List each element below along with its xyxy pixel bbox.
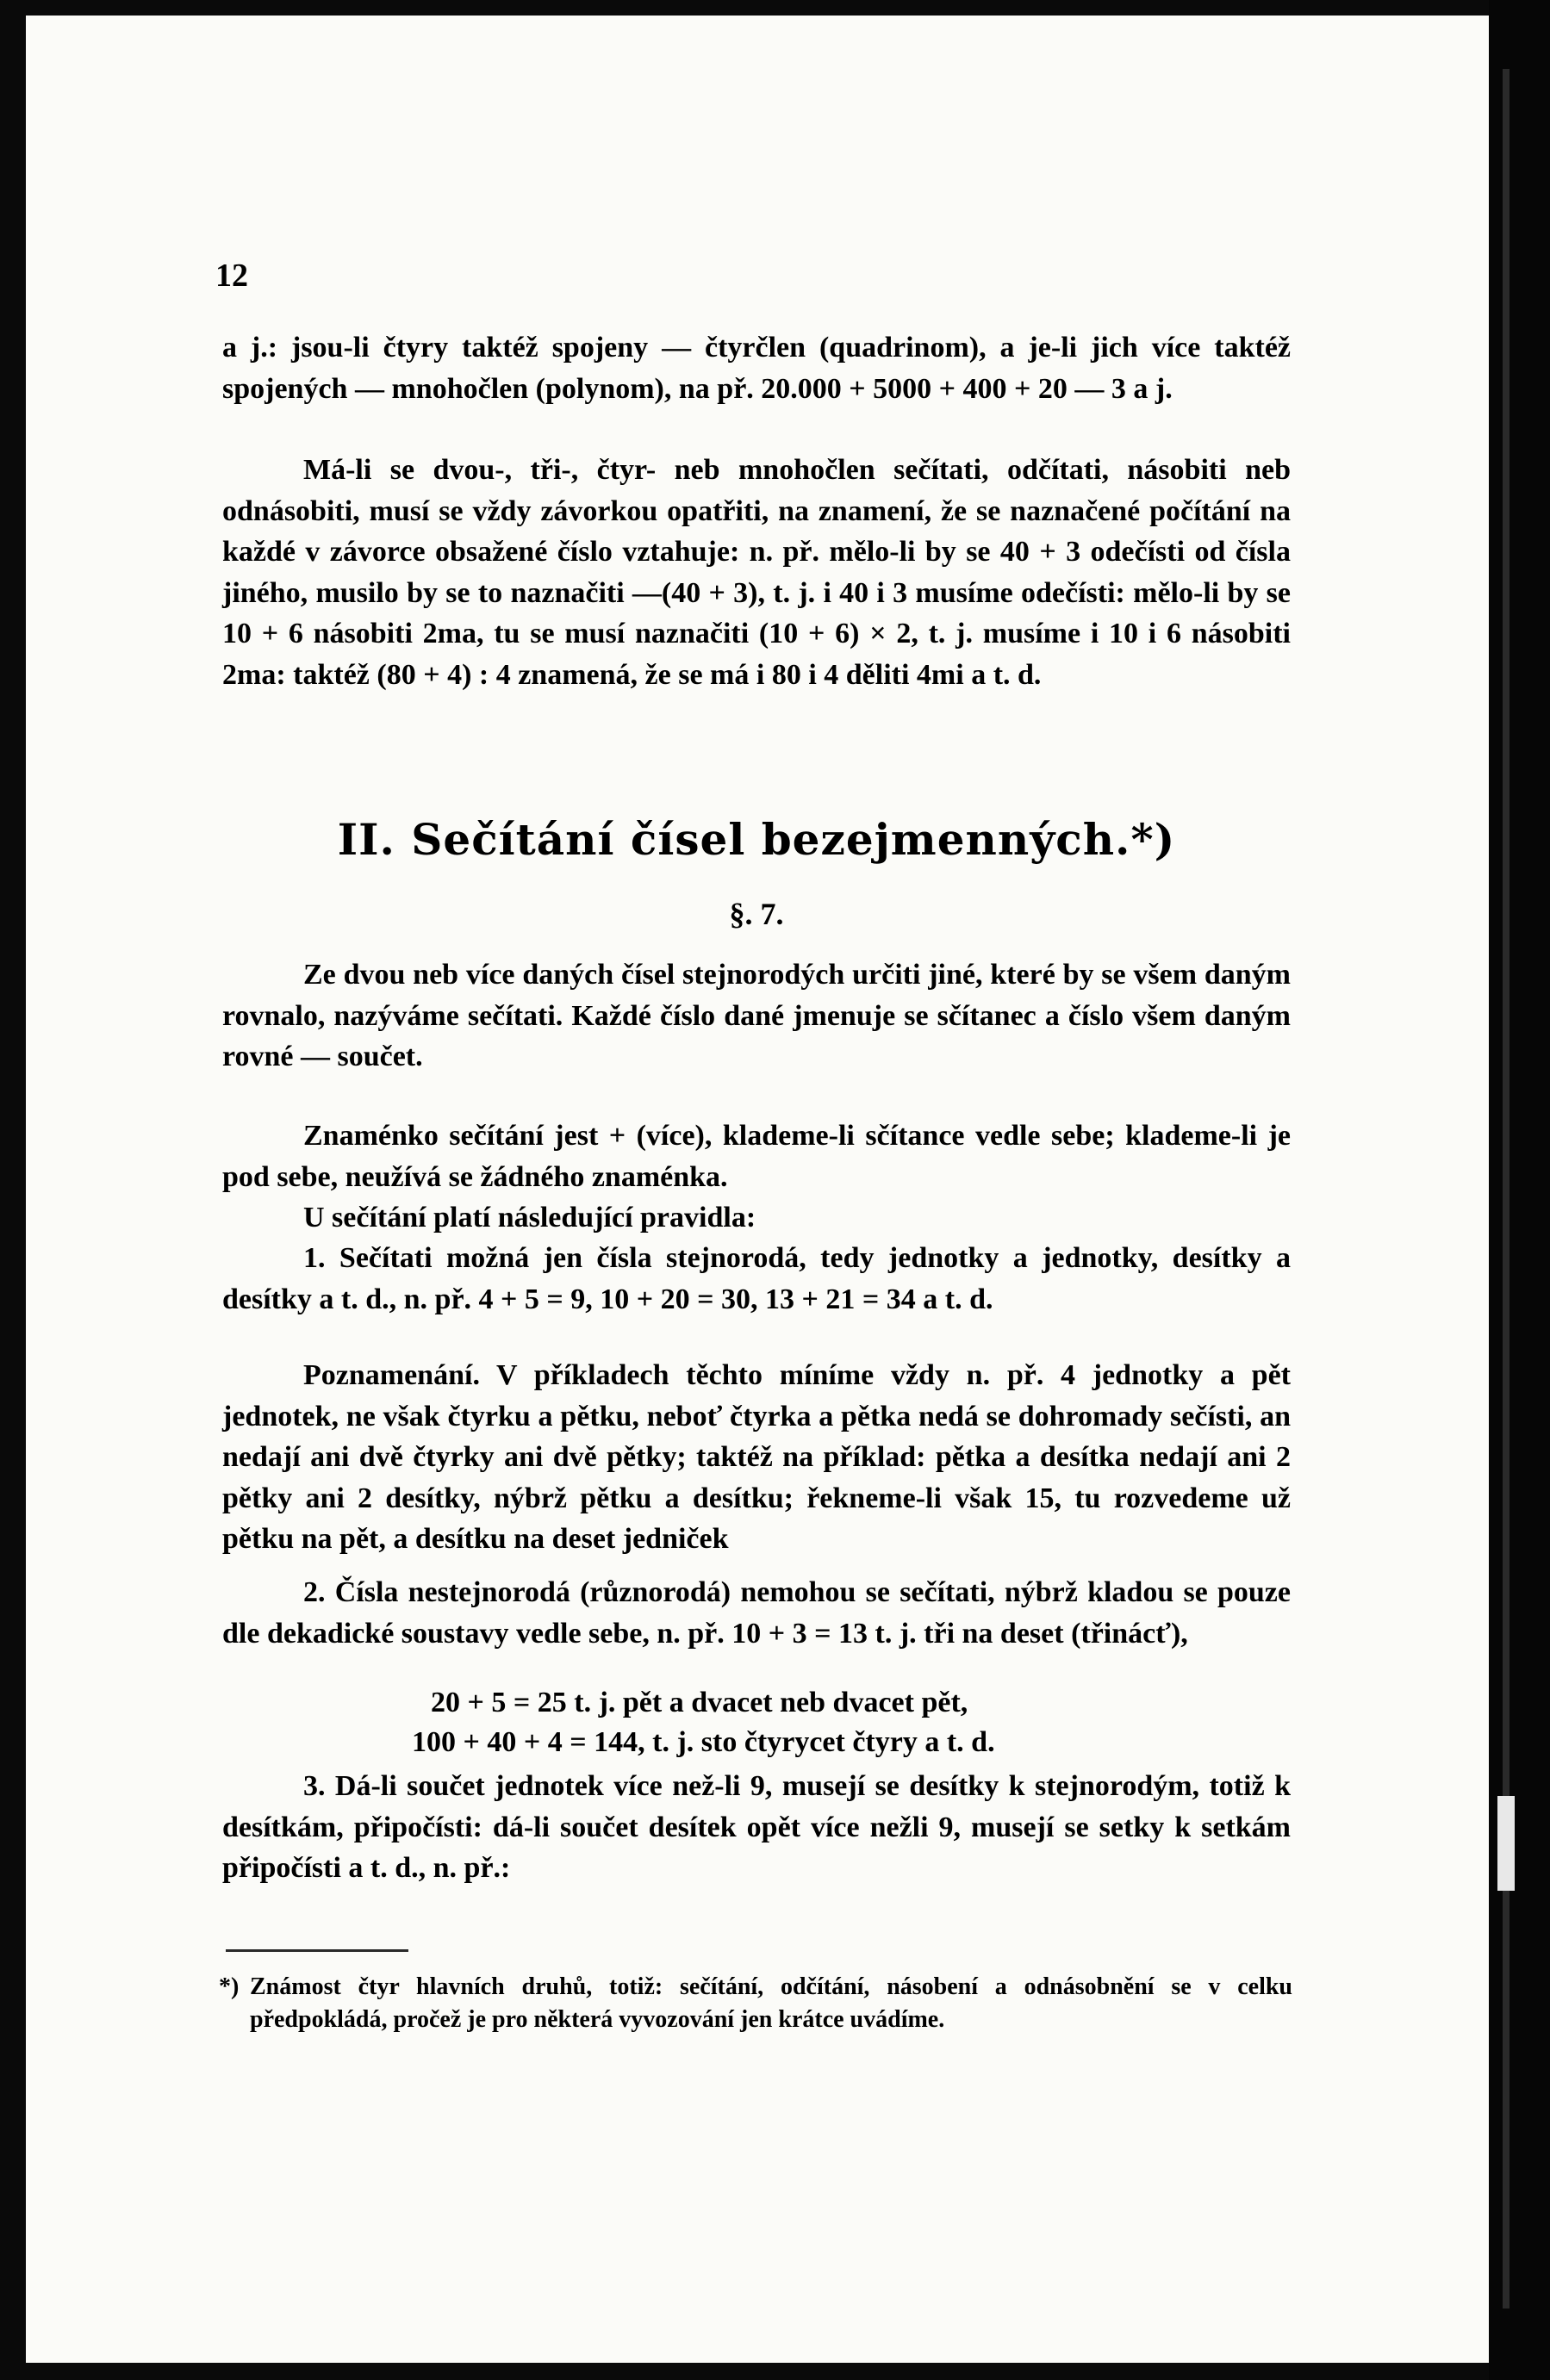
section-mark: §. 7.: [729, 897, 784, 931]
intro-paragraph-1: a j.: jsou-li čtyry taktéž spojeny — čtyrčlen (quadrinom), a je-li jich více taktéž spojených — mnohočlen (polynom), na př. 20.000 + 5000 + 400 + 20 — 3 a j.: [222, 332, 1291, 405]
binding-line: [1503, 69, 1510, 2309]
footnote: [219, 1971, 1292, 2036]
rule-1: 1. Sečítati možná jen čísla stejnorodá, tedy jednotky a jednotky, desítky a desítky a t. d., n. př. 4 + 5 = 9, 10 + 20 = 30, 13 + 21 = 34 a t. d.: [222, 1242, 1291, 1315]
footnote-mark: *): [219, 1973, 240, 2000]
body-paragraph-sign: Znaménko sečítání jest + (více), klademe-li sčítance vedle sebe; klademe-li je pod sebe, neužívá se žádného znaménka.: [222, 1120, 1291, 1193]
page-edge-shadow: [1489, 0, 1550, 2380]
footnote-divider: [226, 1949, 408, 1952]
footnote-text: Známost čtyr hlavních druhů, totiž: sečítání, odčítání, násobení a odnásobnění se v celku předpokládá, pročež je pro některá vyvozování jen krátce uvádíme.: [250, 1973, 1292, 2033]
rule-2: 2. Čísla nestejnorodá (různorodá) nemohou se sečítati, nýbrž kladou se pouze dle dekadické soustavy vedle sebe, n. př. 10 + 3 = 13 t. j. tři na deset (třinácť),: [222, 1576, 1291, 1650]
calc-example-1: 20 + 5 = 25 t. j. pět a dvacet neb dvacet pět,: [431, 1687, 968, 1718]
intro-paragraph-2: Má-li se dvou-, tři-, čtyr- neb mnohočlen sečítati, odčítati, násobiti neb odnásobiti, musí se vždy závorkou opatřiti, na znamení, že se naznačené počítání na každé v závorce obsažené číslo vztahuje: n. př. mělo-li by se 40 + 3 odečísti od čísla jiného, musilo by se to naznačiti —(40 + 3), t. j. i 40 i 3 musíme odečísti: mělo-li by se 10 + 6 násobiti 2ma, tu se musí naznačiti (10 + 6) × 2, t. j. musíme i 10 i 6 násobiti 2ma: taktéž (80 + 4) : 4 znamená, že se má i 80 i 4 děliti 4mi a t. d.: [222, 454, 1291, 691]
calc-example-2: 100 + 40 + 4 = 144, t. j. sto čtyrycet čtyry a t. d.: [412, 1726, 995, 1758]
section-heading: II. Sečítání čísel bezejmenných.*): [337, 814, 1176, 865]
body-paragraph-definition: Ze dvou neb více daných čísel stejnorodých určiti jiné, které by se všem daným rovnalo, nazýváme sečítati. Každé číslo dané jmenuje se sčítanec a číslo všem daným rovné — součet.: [222, 959, 1291, 1072]
edge-marker: [1497, 1796, 1515, 1891]
page-number: 12: [215, 258, 248, 294]
rule-3: 3. Dá-li součet jednotek více než-li 9, musejí se desítky k stejnorodým, totiž k desítkám, připočísti: dá-li součet desítek opět více nežli 9, musejí se setky k setkám připočísti a t. d., n. př.:: [222, 1770, 1291, 1884]
remark-paragraph: Poznamenání. V příkladech těchto míníme vždy n. př. 4 jednotky a pět jednotek, ne však čtyrku a pětku, neboť čtyrka a pětka nedá se dohromady sečísti, an nedají ani dvě čtyrky ani dvě pětky; taktéž na příklad: pětka a desítka nedají ani 2 pětky ani 2 desítky, nýbrž pětku a desítku; řekneme-li však 15, tu rozvedeme už pětku na pět, a desítku na deset jedniček: [222, 1359, 1291, 1555]
body-paragraph-rules-intro: U sečítání platí následující pravidla:: [303, 1202, 756, 1233]
